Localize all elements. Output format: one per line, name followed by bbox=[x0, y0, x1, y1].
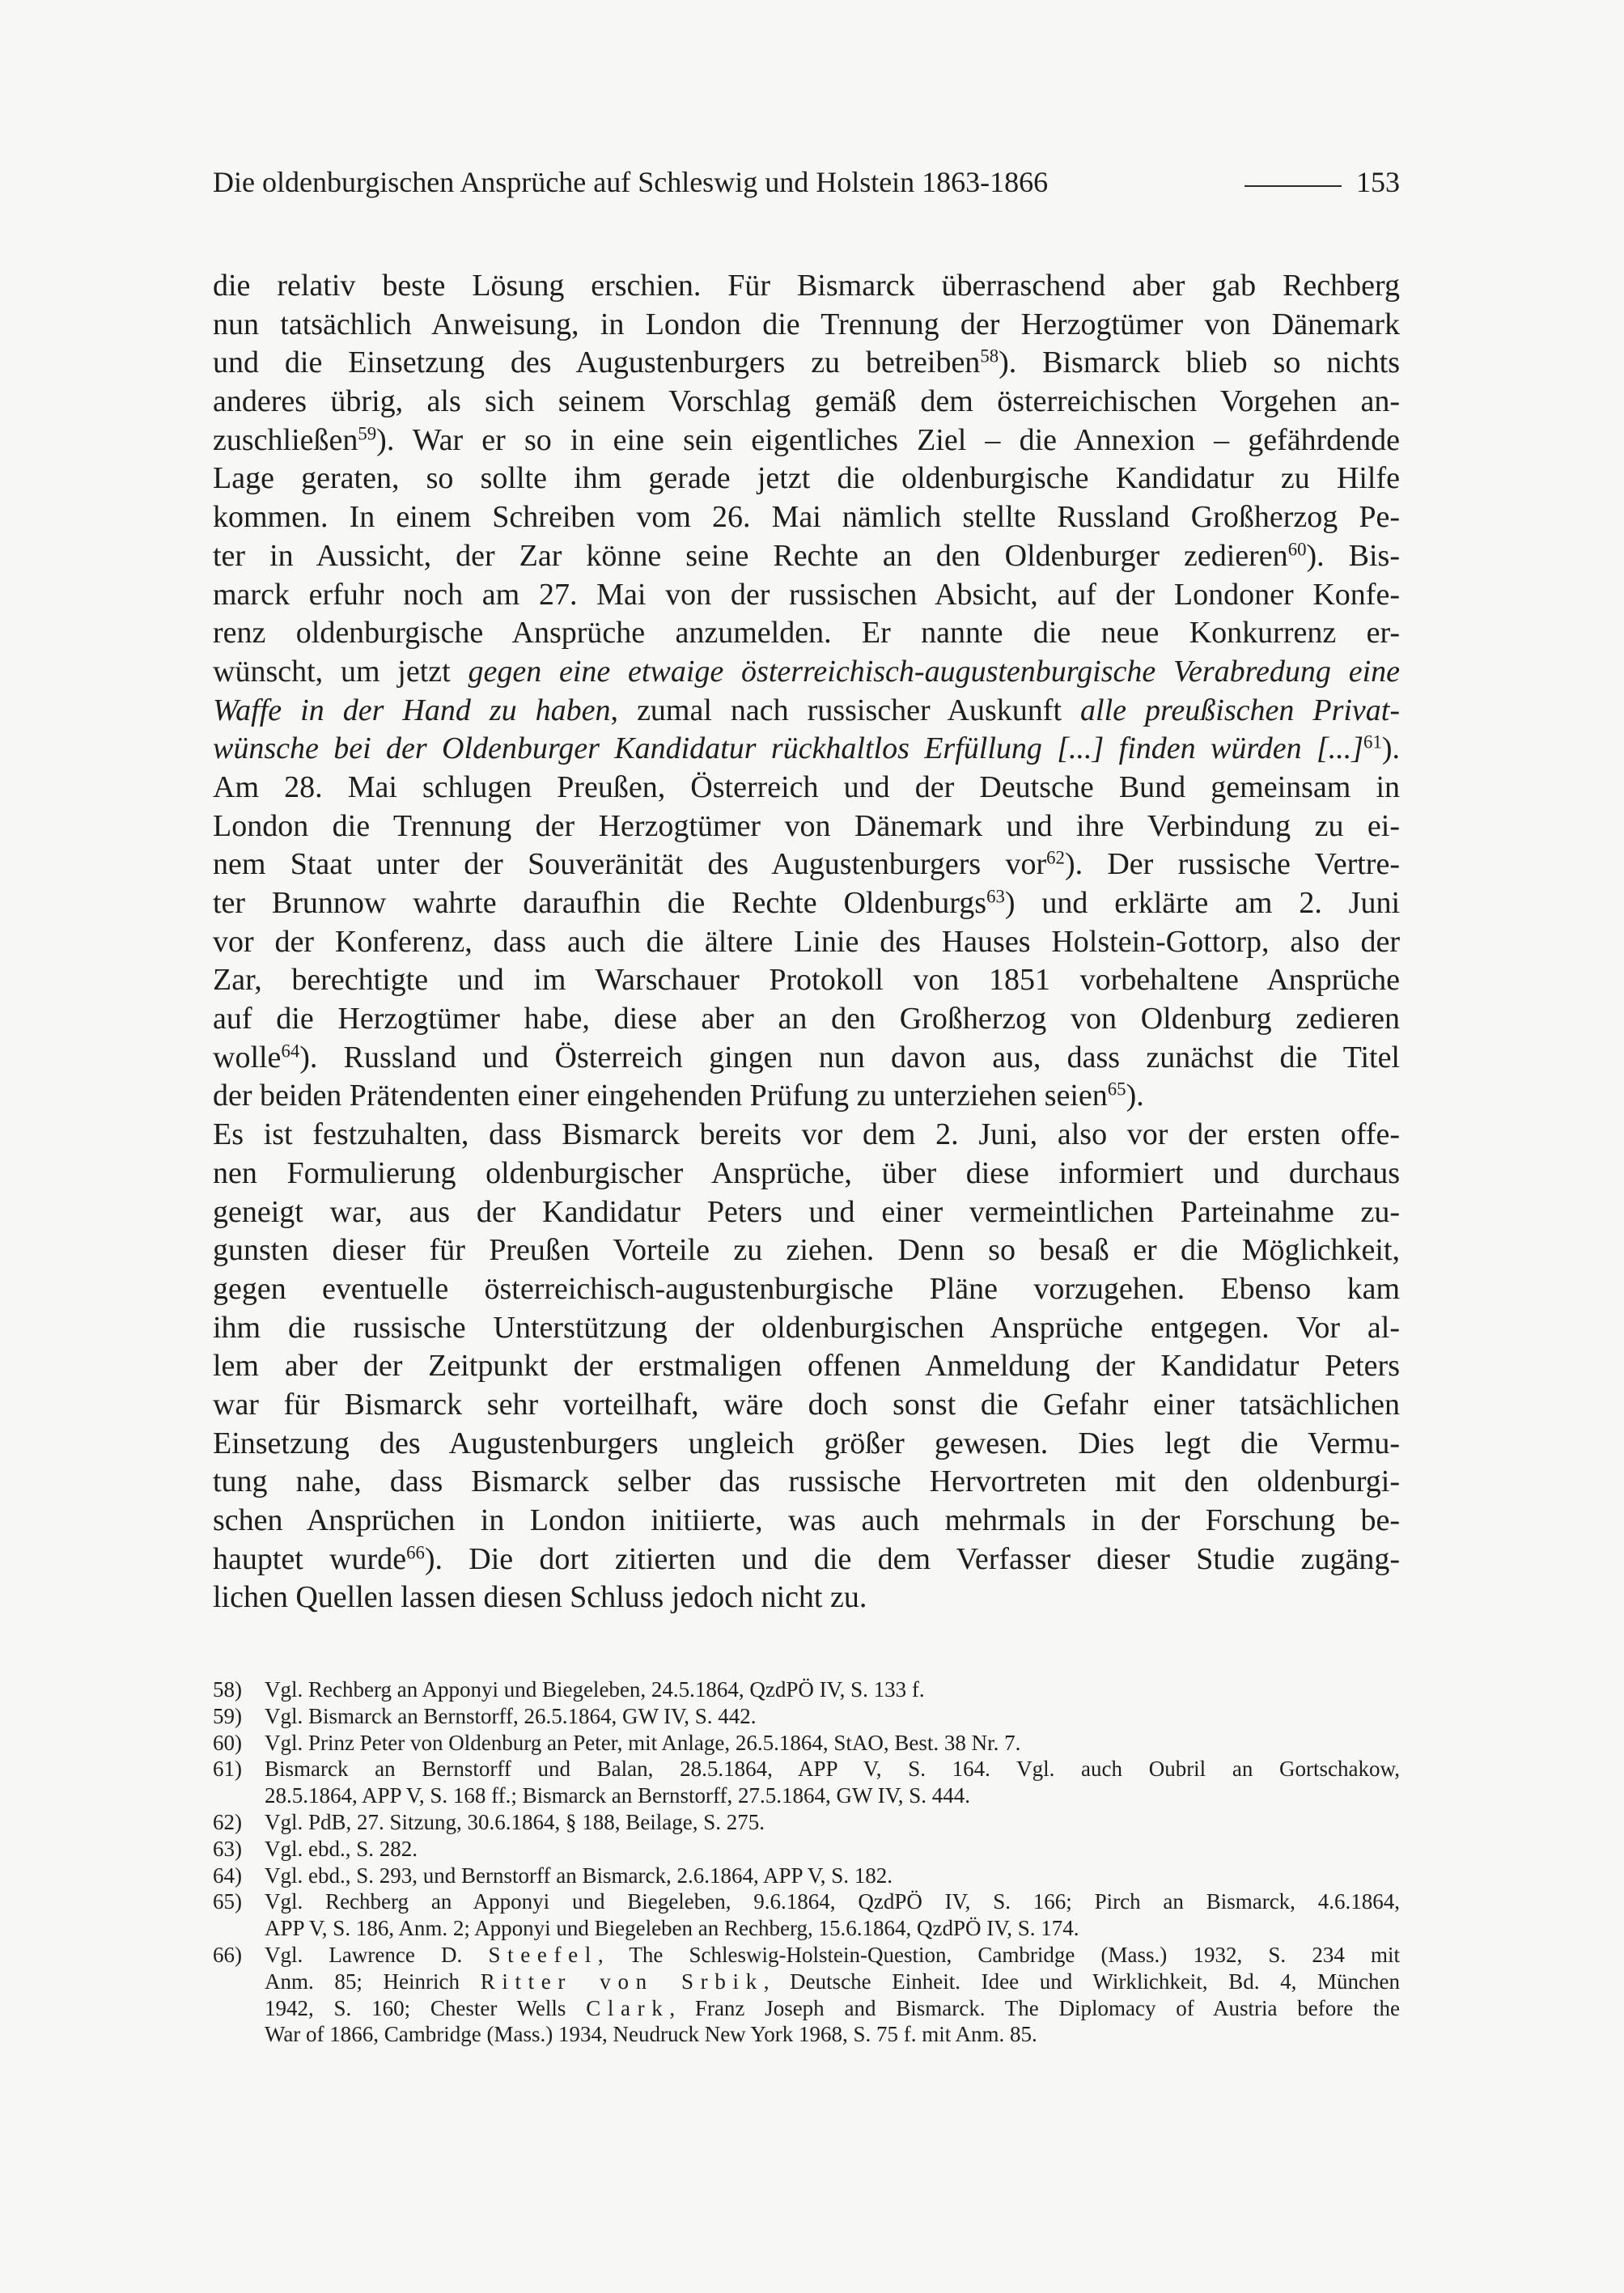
footnote-58 bbox=[213, 1676, 1400, 1703]
footnote-line: Vgl. Rechberg an Apponyi und Biegeleben, 9.6.1864, QzdPÖ IV, S. 166; Pirch an Bismarck, 4.6.1864, bbox=[265, 1889, 1400, 1914]
text-run: ter in Aussicht, der Zar könne seine Rechte an den Oldenburger zedieren bbox=[213, 538, 1288, 573]
text-line: geneigt war, aus der Kandidatur Peters und einer vermeintlichen Parteinahme zu- bbox=[213, 1194, 1400, 1229]
footnote-line bbox=[265, 1942, 1400, 1969]
text-line bbox=[213, 730, 1400, 769]
footnote-text bbox=[265, 1809, 1400, 1836]
footnote-64 bbox=[213, 1863, 1400, 1889]
footnote-text bbox=[265, 1888, 1400, 1942]
footnotes bbox=[213, 1676, 1400, 2048]
page-number: 153 bbox=[1356, 166, 1400, 198]
text-line: renz oldenburgische Ansprüche anzumelden. Er nannte die neue Konkurrenz er- bbox=[213, 616, 1400, 651]
text-line: kommen. In einem Schreiben vom 26. Mai nämlich stellte Russland Großherzog Pe- bbox=[213, 500, 1400, 535]
author-name: Steefel bbox=[488, 1942, 598, 1967]
footnote-text bbox=[265, 1756, 1400, 1809]
text-line: lem aber der Zeitpunkt der erstmaligen offenen Anmeldung der Kandidatur Peters bbox=[213, 1349, 1400, 1384]
body-text bbox=[213, 267, 1400, 1617]
footnote-text bbox=[265, 1863, 1400, 1889]
footnote-number: 62) bbox=[213, 1809, 242, 1834]
text-line bbox=[213, 884, 1400, 923]
running-head-rule bbox=[1245, 185, 1342, 187]
text-line bbox=[213, 344, 1400, 383]
text-run: ). Die dort zitierten und die dem Verfasser dieser Studie zugäng- bbox=[424, 1541, 1400, 1576]
running-head-title: Die oldenburgischen Ansprüche auf Schleswig und Holstein 1863-1866 bbox=[213, 166, 1049, 198]
footnote-63 bbox=[213, 1836, 1400, 1863]
text-run: , The Schleswig-Holstein-Question, Cambridge (Mass.) 1932, S. 234 mit bbox=[597, 1942, 1400, 1967]
text-run: wolle bbox=[213, 1040, 282, 1074]
text-line: gegen eventuelle österreichisch-augustenburgische Pläne vorzugehen. Ebenso kam bbox=[213, 1271, 1400, 1306]
text-line: auf die Herzogtümer habe, diese aber an den Großherzog von Oldenburg zedieren bbox=[213, 1002, 1400, 1036]
text-line: vor der Konferenz, dass auch die ältere Linie des Hauses Holstein-Gottorp, also der bbox=[213, 924, 1400, 959]
text-line: nen Formulierung oldenburgischer Ansprüche, über diese informiert und durchaus bbox=[213, 1155, 1400, 1190]
footnote-ref: 66 bbox=[406, 1542, 425, 1563]
text-run: 1942, S. 160; Chester Wells bbox=[265, 1995, 587, 2020]
text-line: war für Bismarck sehr vorteilhaft, wäre doch sonst die Gefahr einer tatsächlichen bbox=[213, 1387, 1400, 1422]
footnote-number: 60) bbox=[213, 1730, 242, 1755]
footnote-ref: 63 bbox=[986, 886, 1005, 907]
footnote-line bbox=[265, 1995, 1400, 2022]
quoted-text: Waffe in der Hand zu haben bbox=[213, 693, 611, 727]
footnote-ref: 58 bbox=[980, 345, 999, 367]
text-line bbox=[213, 1541, 1400, 1579]
text-run: wünscht, um jetzt bbox=[213, 654, 469, 689]
text-run: ). Bismarck blieb so nichts bbox=[999, 345, 1400, 380]
text-line bbox=[213, 1077, 1400, 1116]
text-run: Anm. 85; Heinrich bbox=[265, 1969, 481, 1994]
footnote-ref: 62 bbox=[1046, 847, 1065, 868]
text-line: gunsten dieser für Preußen Vorteile zu ziehen. Denn so besaß er die Möglichkeit, bbox=[213, 1233, 1400, 1268]
footnote-62 bbox=[213, 1809, 1400, 1836]
footnote-59 bbox=[213, 1703, 1400, 1730]
text-line bbox=[213, 692, 1400, 731]
text-run: Vgl. Lawrence D. bbox=[265, 1942, 489, 1967]
text-line: Am 28. Mai schlugen Preußen, Österreich und der Deutsche Bund gemeinsam in bbox=[213, 769, 1400, 804]
footnote-text bbox=[265, 1942, 1400, 2048]
footnote-number: 63) bbox=[213, 1836, 242, 1861]
text-line bbox=[213, 1039, 1400, 1078]
footnote-ref: 59 bbox=[358, 423, 377, 444]
footnote-line: Vgl. ebd., S. 293, und Bernstorff an Bismarck, 2.6.1864, APP V, S. 182. bbox=[265, 1863, 893, 1888]
paragraph-2 bbox=[213, 1116, 1400, 1617]
text-run: hauptet wurde bbox=[213, 1541, 407, 1576]
text-line bbox=[213, 653, 1400, 692]
text-line: die relativ beste Lösung erschien. Für Bismarck überraschend aber gab Rechberg bbox=[213, 269, 1400, 303]
text-line: ihm die russische Unterstützung der oldenburgischen Ansprüche entgegen. Vor al- bbox=[213, 1310, 1400, 1345]
footnote-66 bbox=[213, 1942, 1400, 2048]
text-line: London die Trennung der Herzogtümer von Dänemark und ihre Verbindung zu ei- bbox=[213, 808, 1400, 843]
text-run: ). Bis- bbox=[1306, 538, 1400, 573]
footnote-number: 61) bbox=[213, 1757, 242, 1782]
footnote-line: 28.5.1864, APP V, S. 168 ff.; Bismarck an Bernstorff, 27.5.1864, GW IV, S. 444. bbox=[265, 1783, 971, 1808]
text-run: , Franz Joseph and Bismarck. The Diplomacy of Austria before the bbox=[669, 1995, 1400, 2020]
text-line: lichen Quellen lassen diesen Schluss jedoch nicht zu. bbox=[213, 1580, 867, 1615]
footnote-line: Bismarck an Bernstorff und Balan, 28.5.1864, APP V, S. 164. Vgl. auch Oubril an Gortschakow, bbox=[265, 1757, 1400, 1782]
text-run: ). Russland und Österreich gingen nun davon aus, dass zunächst die Titel bbox=[299, 1040, 1400, 1074]
text-run: der beiden Prätendenten einer eingehenden Prüfung zu unterziehen seien bbox=[213, 1079, 1108, 1113]
paragraph-1 bbox=[213, 267, 1400, 1116]
text-line: Lage geraten, so sollte ihm gerade jetzt die oldenburgische Kandidatur zu Hilfe bbox=[213, 461, 1400, 496]
text-line bbox=[213, 537, 1400, 576]
text-line: nun tatsächlich Anweisung, in London die Trennung der Herzogtümer von Dänemark bbox=[213, 307, 1400, 341]
footnote-number: 64) bbox=[213, 1863, 242, 1888]
footnote-ref: 65 bbox=[1107, 1079, 1126, 1100]
footnote-60 bbox=[213, 1730, 1400, 1757]
book-page bbox=[213, 0, 1400, 2293]
footnote-line: Vgl. Rechberg an Apponyi und Biegeleben, 24.5.1864, QzdPÖ IV, S. 133 f. bbox=[265, 1677, 925, 1702]
footnote-text bbox=[265, 1676, 1400, 1703]
author-name: Clark bbox=[586, 1995, 670, 2020]
footnote-number: 66) bbox=[213, 1942, 242, 1967]
footnote-ref: 60 bbox=[1287, 539, 1307, 560]
footnote-number: 58) bbox=[213, 1677, 242, 1702]
quoted-text: wünsche bei der Oldenburger Kandidatur rückhaltlos Erfüllung [...] finden würden [...] bbox=[213, 731, 1364, 766]
text-run: nem Staat unter der Souveränität des Augustenburgers vor bbox=[213, 847, 1047, 882]
quoted-text: gegen eine etwaige österreichisch-augustenburgische Verabredung eine bbox=[468, 654, 1400, 689]
text-line bbox=[213, 846, 1400, 884]
footnote-number: 59) bbox=[213, 1703, 242, 1728]
footnote-61 bbox=[213, 1756, 1400, 1809]
footnote-line bbox=[265, 1969, 1400, 1995]
text-line: Einsetzung des Augustenburgers ungleich größer gewesen. Dies legt die Vermu- bbox=[213, 1426, 1400, 1460]
text-line: Es ist festzuhalten, dass Bismarck bereits vor dem 2. Juni, also vor der ersten offe- bbox=[213, 1117, 1400, 1152]
text-run: ter Brunnow wahrte daraufhin die Rechte Oldenburgs bbox=[213, 886, 987, 920]
text-line: tung nahe, dass Bismarck selber das russische Hervortreten mit den oldenburgi- bbox=[213, 1464, 1400, 1499]
quoted-text: alle preußischen Privat- bbox=[1080, 693, 1400, 727]
footnote-text bbox=[265, 1836, 1400, 1863]
text-line: Zar, berechtigte und im Warschauer Protokoll von 1851 vorbehaltene Ansprüche bbox=[213, 963, 1400, 998]
text-run: ). War er so in eine sein eigentliches Ziel – die Annexion – gefährdende bbox=[376, 422, 1400, 457]
text-line bbox=[213, 422, 1400, 460]
running-head bbox=[213, 162, 1400, 202]
text-run: und die Einsetzung des Augustenburgers zu betreiben bbox=[213, 345, 981, 380]
text-run: ). Der russische Vertre- bbox=[1064, 847, 1400, 882]
footnote-text bbox=[265, 1730, 1400, 1757]
text-run: ). bbox=[1381, 731, 1400, 766]
footnote-65 bbox=[213, 1888, 1400, 1942]
text-run: zuschließen bbox=[213, 422, 358, 457]
text-line: marck erfuhr noch am 27. Mai von der russischen Absicht, auf der Londoner Konfe- bbox=[213, 577, 1400, 612]
footnote-ref: 64 bbox=[281, 1041, 300, 1062]
footnote-number: 65) bbox=[213, 1889, 242, 1914]
footnote-line: Vgl. Bismarck an Bernstorff, 26.5.1864, GW IV, S. 442. bbox=[265, 1703, 757, 1728]
footnote-line: War of 1866, Cambridge (Mass.) 1934, Neudruck New York 1968, S. 75 f. mit Anm. 85. bbox=[265, 2022, 1037, 2047]
footnote-line: Vgl. Prinz Peter von Oldenburg an Peter, mit Anlage, 26.5.1864, StAO, Best. 38 Nr. 7. bbox=[265, 1730, 1021, 1755]
text-run: ). bbox=[1126, 1079, 1144, 1113]
text-line: anderes übrig, als sich seinem Vorschlag gemäß dem österreichischen Vorgehen an- bbox=[213, 384, 1400, 419]
footnote-line: Vgl. ebd., S. 282. bbox=[265, 1836, 418, 1861]
text-run: , Deutsche Einheit. Idee und Wirklichkeit, Bd. 4, München bbox=[763, 1969, 1401, 1994]
text-run: , zumal nach russischer Auskunft bbox=[610, 693, 1081, 727]
text-line: schen Ansprüchen in London initiierte, was auch mehrmals in der Forschung be- bbox=[213, 1503, 1400, 1537]
footnote-line: APP V, S. 186, Anm. 2; Apponyi und Biegeleben an Rechberg, 15.6.1864, QzdPÖ IV, S. 174. bbox=[265, 1916, 1079, 1941]
author-name: Ritter von Srbik bbox=[480, 1969, 764, 1994]
footnote-line: Vgl. PdB, 27. Sitzung, 30.6.1864, § 188, Beilage, S. 275. bbox=[265, 1809, 765, 1834]
footnote-text bbox=[265, 1703, 1400, 1730]
footnote-ref: 61 bbox=[1363, 731, 1382, 752]
text-run: ) und erklärte am 2. Juni bbox=[1004, 886, 1400, 920]
